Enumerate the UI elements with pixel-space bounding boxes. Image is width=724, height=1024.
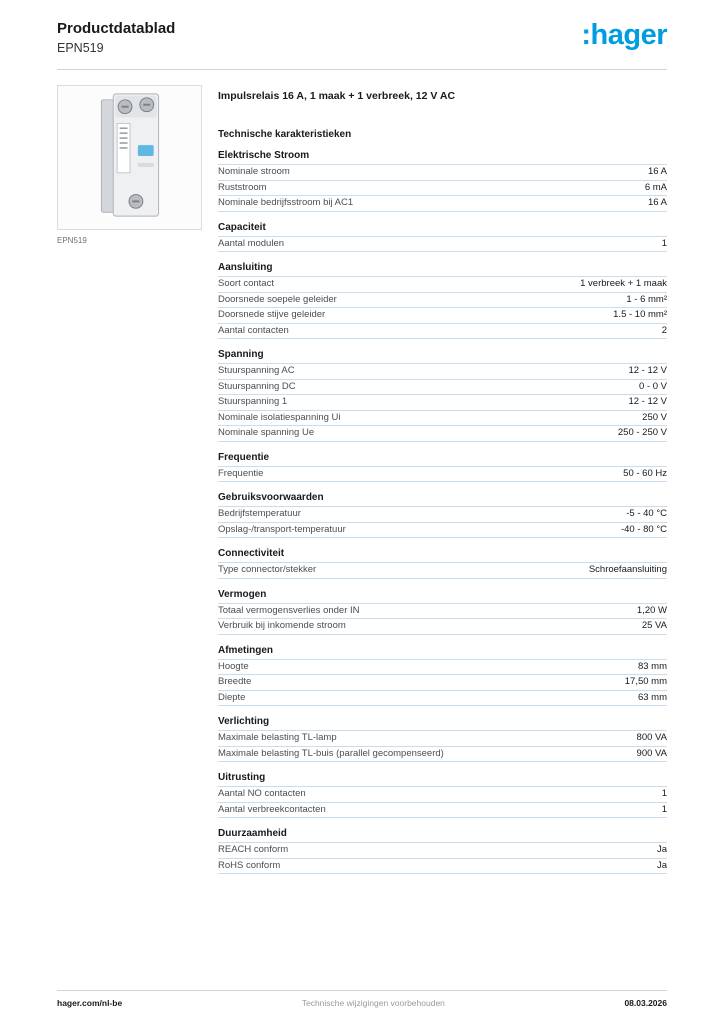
spec-label: Nominale spanning Ue bbox=[218, 427, 315, 438]
header-titles bbox=[57, 20, 175, 55]
spec-label: Nominale isolatiespanning Ui bbox=[218, 411, 341, 423]
spec-row bbox=[218, 659, 667, 675]
spec-section bbox=[218, 644, 667, 707]
page-footer bbox=[57, 990, 667, 1008]
spec-value: 250 V bbox=[642, 411, 667, 423]
spec-row bbox=[218, 562, 667, 579]
spec-value: 800 VA bbox=[636, 732, 667, 743]
spec-section-title: Gebruiksvoorwaarden bbox=[218, 492, 324, 503]
spec-row bbox=[218, 164, 667, 180]
spec-row bbox=[218, 276, 667, 292]
spec-row bbox=[218, 522, 667, 539]
spec-row bbox=[218, 410, 667, 426]
spec-label: Aantal NO contacten bbox=[218, 788, 306, 799]
spec-section bbox=[218, 547, 667, 579]
spec-label: Breedte bbox=[218, 676, 252, 687]
spec-section-title: Connectiviteit bbox=[218, 548, 285, 559]
spec-row bbox=[218, 674, 667, 690]
spec-row bbox=[218, 603, 667, 619]
spec-value: 16 A bbox=[647, 166, 667, 177]
spec-label: Type connector/stekker bbox=[218, 564, 317, 575]
spec-value: 1 bbox=[661, 788, 667, 799]
relay-illustration-icon bbox=[58, 86, 201, 229]
spec-value: 63 mm bbox=[637, 691, 667, 703]
spec-label: RoHS conform bbox=[218, 859, 281, 871]
product-title: Impulsrelais 16 A, 1 maak + 1 verbreek, 12 V AC bbox=[218, 90, 456, 102]
tech-characteristics-heading: Technische karakteristieken bbox=[218, 129, 352, 140]
spec-label: Hoogte bbox=[218, 660, 249, 672]
spec-label: Aantal modulen bbox=[218, 237, 285, 249]
spec-value: 1,20 W bbox=[636, 604, 667, 616]
spec-section-title: Spanning bbox=[218, 349, 264, 360]
spec-value: 50 - 60 Hz bbox=[623, 467, 667, 479]
spec-section-title: Capaciteit bbox=[218, 221, 266, 233]
spec-label: Stuurspanning 1 bbox=[218, 396, 288, 407]
spec-row bbox=[218, 195, 667, 212]
spec-section bbox=[218, 588, 667, 635]
spec-label: REACH conform bbox=[218, 844, 289, 855]
spec-row bbox=[218, 730, 667, 746]
spec-value: 12 - 12 V bbox=[628, 365, 667, 376]
spec-row bbox=[218, 786, 667, 802]
spec-row bbox=[218, 236, 667, 253]
spec-label: Totaal vermogensverlies onder IN bbox=[218, 604, 360, 616]
spec-value: -40 - 80 °C bbox=[620, 523, 667, 535]
footer-disclaimer: Technische wijzigingen voorbehouden bbox=[301, 998, 445, 1008]
spec-label: Diepte bbox=[218, 691, 246, 703]
spec-label: Doorsnede stijve geleider bbox=[218, 309, 326, 320]
spec-section-title: Vermogen bbox=[218, 588, 267, 600]
spec-row bbox=[218, 425, 667, 442]
spec-value: 900 VA bbox=[636, 747, 667, 759]
spec-section bbox=[218, 827, 667, 874]
spec-label: Maximale belasting TL-lamp bbox=[218, 732, 337, 743]
spec-label: Maximale belasting TL-buis (parallel gecompenseerd) bbox=[218, 747, 444, 759]
spec-value: 25 VA bbox=[641, 620, 667, 631]
spec-value: Ja bbox=[656, 859, 667, 871]
spec-row bbox=[218, 394, 667, 410]
spec-section bbox=[218, 491, 667, 538]
product-image-column bbox=[57, 85, 202, 874]
spec-value: 16 A bbox=[647, 197, 667, 208]
spec-section-title: Duurzaamheid bbox=[218, 828, 287, 839]
spec-value: 0 - 0 V bbox=[639, 380, 667, 392]
spec-section bbox=[218, 451, 667, 483]
spec-label: Nominale stroom bbox=[218, 166, 290, 177]
spec-row bbox=[218, 323, 667, 340]
spec-label: Aantal contacten bbox=[218, 324, 289, 336]
spec-section bbox=[218, 715, 667, 762]
spec-value: 1 bbox=[661, 803, 667, 815]
spec-sections bbox=[218, 149, 667, 874]
spec-row bbox=[218, 466, 667, 483]
spec-row bbox=[218, 690, 667, 707]
spec-label: Opslag-/transport-temperatuur bbox=[218, 523, 346, 535]
spec-value: 1 - 6 mm² bbox=[626, 293, 667, 305]
hager-logo: :hager bbox=[581, 19, 667, 51]
spec-value: -5 - 40 °C bbox=[626, 508, 667, 519]
footer-date: 08.03.2026 bbox=[624, 998, 667, 1008]
spec-label: Ruststroom bbox=[218, 181, 267, 193]
spec-row bbox=[218, 746, 667, 763]
spec-section bbox=[218, 261, 667, 339]
spec-row bbox=[218, 363, 667, 379]
spec-label: Frequentie bbox=[218, 467, 264, 479]
spec-value: 250 - 250 V bbox=[617, 427, 667, 438]
spec-label: Aantal verbreekcontacten bbox=[218, 803, 326, 815]
spec-section-title: Uitrusting bbox=[218, 772, 266, 783]
image-caption: EPN519 bbox=[57, 236, 87, 245]
spec-section bbox=[218, 771, 667, 818]
spec-section bbox=[218, 149, 667, 212]
spec-section-title: Elektrische Stroom bbox=[218, 150, 310, 161]
spec-label: Bedrijfstemperatuur bbox=[218, 508, 301, 519]
spec-label: Soort contact bbox=[218, 278, 274, 289]
document-title: Productdatablad bbox=[57, 20, 176, 37]
spec-label: Stuurspanning AC bbox=[218, 365, 295, 376]
spec-section bbox=[218, 221, 667, 253]
content bbox=[57, 85, 667, 874]
spec-value: 1.5 - 10 mm² bbox=[613, 309, 667, 320]
spec-section-title: Verlichting bbox=[218, 716, 270, 727]
spec-value: 12 - 12 V bbox=[628, 396, 667, 407]
spec-value: 83 mm bbox=[637, 660, 667, 672]
spec-section-title: Frequentie bbox=[218, 451, 270, 463]
spec-value: 1 verbreek + 1 maak bbox=[580, 278, 667, 289]
spec-label: Doorsnede soepele geleider bbox=[218, 293, 337, 305]
spec-row bbox=[218, 379, 667, 395]
spec-row bbox=[218, 802, 667, 819]
spec-row bbox=[218, 506, 667, 522]
spec-value: 17,50 mm bbox=[624, 676, 667, 687]
product-code: EPN519 bbox=[57, 41, 104, 55]
spec-column bbox=[218, 85, 667, 874]
spec-section bbox=[218, 348, 667, 442]
spec-value: Ja bbox=[656, 844, 667, 855]
spec-row bbox=[218, 618, 667, 635]
spec-label: Stuurspanning DC bbox=[218, 380, 296, 392]
spec-value: Schroefaansluiting bbox=[588, 564, 667, 575]
spec-row bbox=[218, 307, 667, 323]
spec-section-title: Aansluiting bbox=[218, 262, 273, 273]
product-image bbox=[57, 85, 202, 230]
spec-row bbox=[218, 858, 667, 875]
spec-row bbox=[218, 180, 667, 196]
spec-label: Verbruik bij inkomende stroom bbox=[218, 620, 346, 631]
page-header bbox=[57, 20, 667, 70]
spec-section-title: Afmetingen bbox=[218, 644, 273, 656]
spec-value: 1 bbox=[661, 237, 667, 249]
footer-website: hager.com/nl-be bbox=[57, 998, 123, 1008]
spec-row bbox=[218, 842, 667, 858]
spec-label: Nominale bedrijfsstroom bij AC1 bbox=[218, 197, 354, 208]
spec-value: 6 mA bbox=[644, 181, 667, 193]
spec-row bbox=[218, 292, 667, 308]
spec-value: 2 bbox=[661, 324, 667, 336]
